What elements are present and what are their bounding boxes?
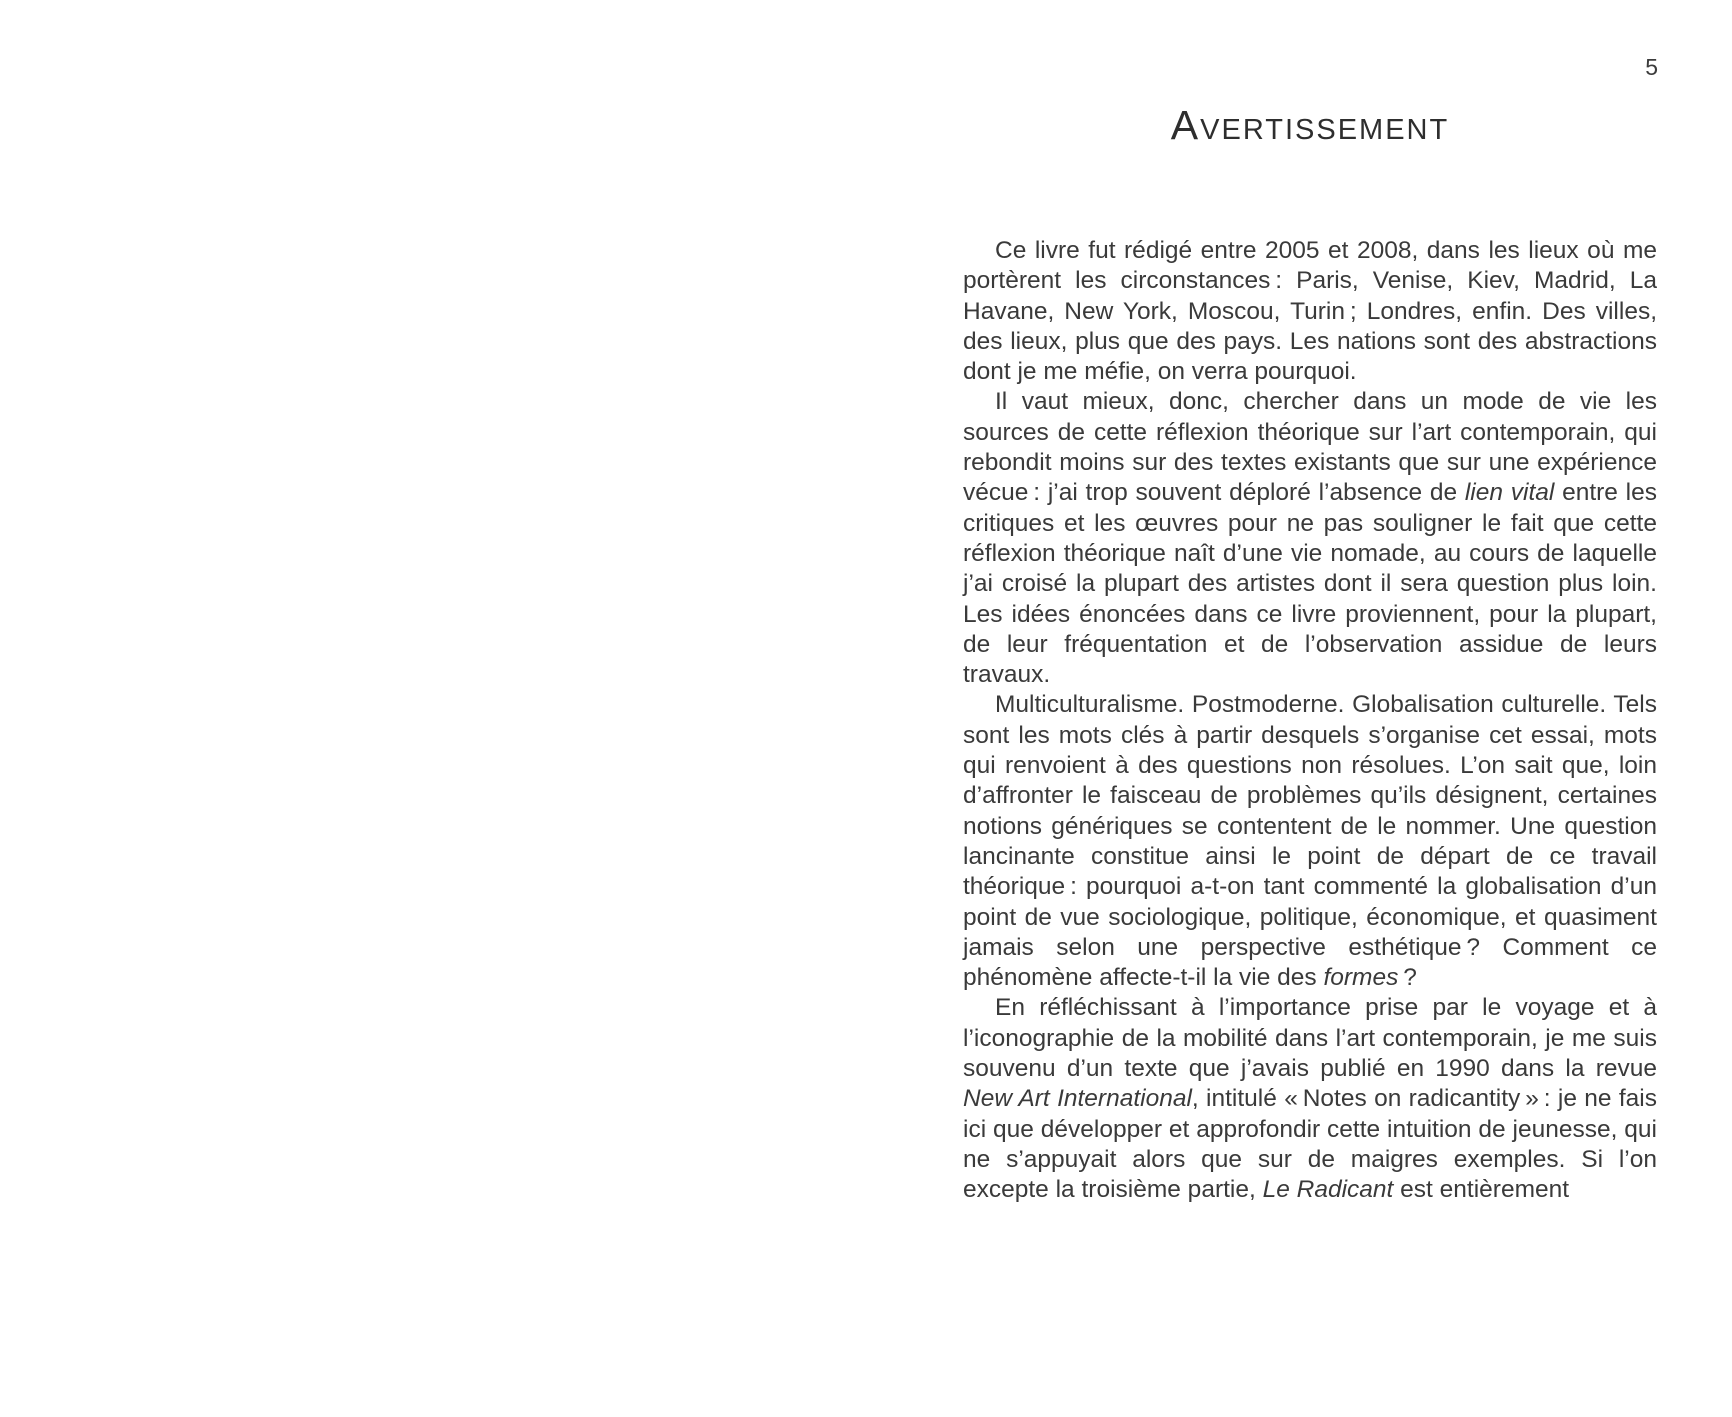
paragraph: Multiculturalisme. Postmoderne. Globalisation culturelle. Tels sont les mots clés à partir desquels s’organise cet essai, mots qui renvoient à des questions non résolues. L’on sait que, loin d’affronter le faisceau de problèmes qu’ils désignent, certaines notions génériques se contentent de le nommer. Une question lancinante constitue ainsi le point de départ de ce travail théorique : pourquoi a-t-on tant commenté la globalisation d’un point de vue sociologique, politique, économique, et quasiment jamais selon une perspective esthétique ? Comment ce phénomène affecte-t-il la vie des formes ? xyxy=(963,691,1657,992)
italic-text: Le Radicant xyxy=(1262,1176,1394,1204)
paragraph: Il vaut mieux, donc, chercher dans un mode de vie les sources de cette réflexion théorique sur l’art contemporain, qui rebondit moins sur des textes existants que sur une expérience vécue : j’ai trop souvent déploré l’absence de lien vital entre les critiques et les œuvres pour ne pas souligner le fait que cette réflexion théorique naît d’une vie nomade, au cours de laquelle j’ai croisé la plupart des artistes dont il sera question plus loin. Les idées énoncées dans ce livre proviennent, pour la plupart, de leur fréquentation et de l’observation assidue de leurs travaux. xyxy=(963,388,1658,689)
chapter-title: Avertissement xyxy=(1170,102,1450,148)
body-text xyxy=(963,236,1657,1206)
italic-text: New Art International xyxy=(963,1085,1192,1113)
paragraph: En réfléchissant à l’importance prise par le voyage et à l’iconographie de la mobilité dans l’art contemporain, je me suis souvenu d’un texte que j’avais publié en 1990 dans la revue New Art International, intitulé « Notes on radicantity » : je ne fais ici que développer et approfondir cette intuition de jeunesse, qui ne s’appuyait alors que sur de maigres exemples. Si l’on excepte la troisième partie, Le Radicant est entièrement xyxy=(963,994,1657,1204)
paragraph: Ce livre fut rédigé entre 2005 et 2008, dans les lieux où me portèrent les circonstances : Paris, Venise, Kiev, Madrid, La Havane, New York, Moscou, Turin ; Londres, enfin. Des villes, des lieux, plus que des pays. Les nations sont des abstractions dont je me méfie, on verra pourquoi. xyxy=(963,237,1657,386)
italic-text: formes xyxy=(1323,964,1399,992)
italic-text: lien vital xyxy=(1464,479,1555,507)
page-number: 5 xyxy=(1645,54,1658,80)
